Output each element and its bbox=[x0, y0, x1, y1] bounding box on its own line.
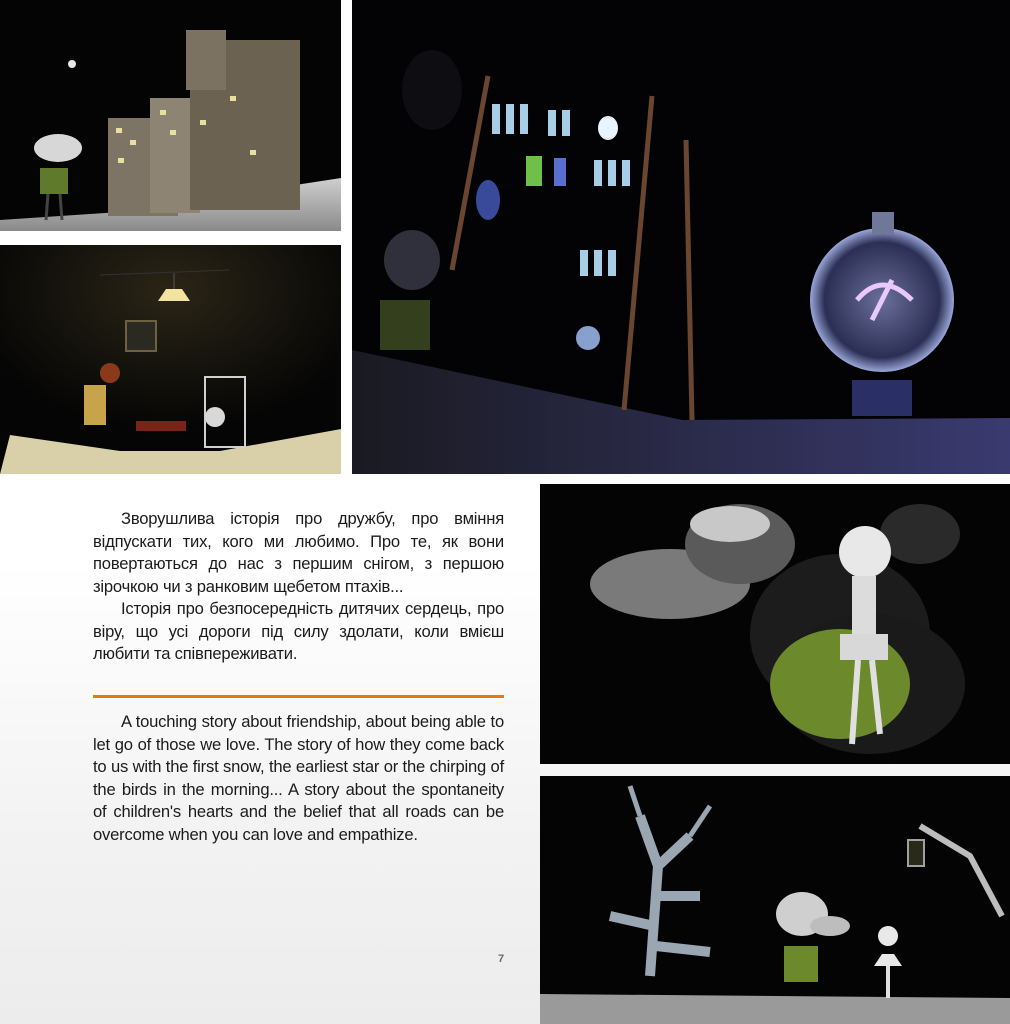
tree-lantern-illustration bbox=[540, 776, 1010, 1024]
ukrainian-paragraph-1: Зворушлива історія про дружбу, про вміння відпускати тих, кого ми любимо. Про те, як вони повертаються до нас з першим снігом, з першою зірочкою чи з ранковим щебетом птахів... bbox=[93, 509, 504, 596]
lab-shelf-illustration bbox=[352, 0, 1010, 474]
orange-divider bbox=[93, 695, 504, 698]
photo-lab-shelf bbox=[352, 0, 1010, 474]
english-paragraph-1: A touching story about friendship, about being able to let go of those we love. The story of how they come back to us with the first snow, the earliest star or the chirping of the birds in the morning... A story about the spontaneity of children's hearts and the belief that all roads can be overcome when you can love and empathize. bbox=[93, 712, 504, 844]
photo-tree-lantern bbox=[540, 776, 1010, 1024]
city-scene-illustration bbox=[0, 0, 341, 231]
ukrainian-paragraph-2: Історія про безпосередність дитячих сердець, про віру, що усі дороги під силу здолати, коли вмієш любити та співпереживати. bbox=[93, 599, 504, 663]
page-number: 7 bbox=[498, 953, 505, 965]
photo-lamp-room bbox=[0, 245, 341, 474]
wolf-doll-illustration bbox=[540, 484, 1010, 764]
photo-wolf-doll bbox=[540, 484, 1010, 764]
english-description bbox=[93, 711, 504, 846]
photo-puppet-city bbox=[0, 0, 341, 231]
lamp-room-illustration bbox=[0, 245, 341, 474]
ukrainian-description bbox=[93, 508, 504, 666]
